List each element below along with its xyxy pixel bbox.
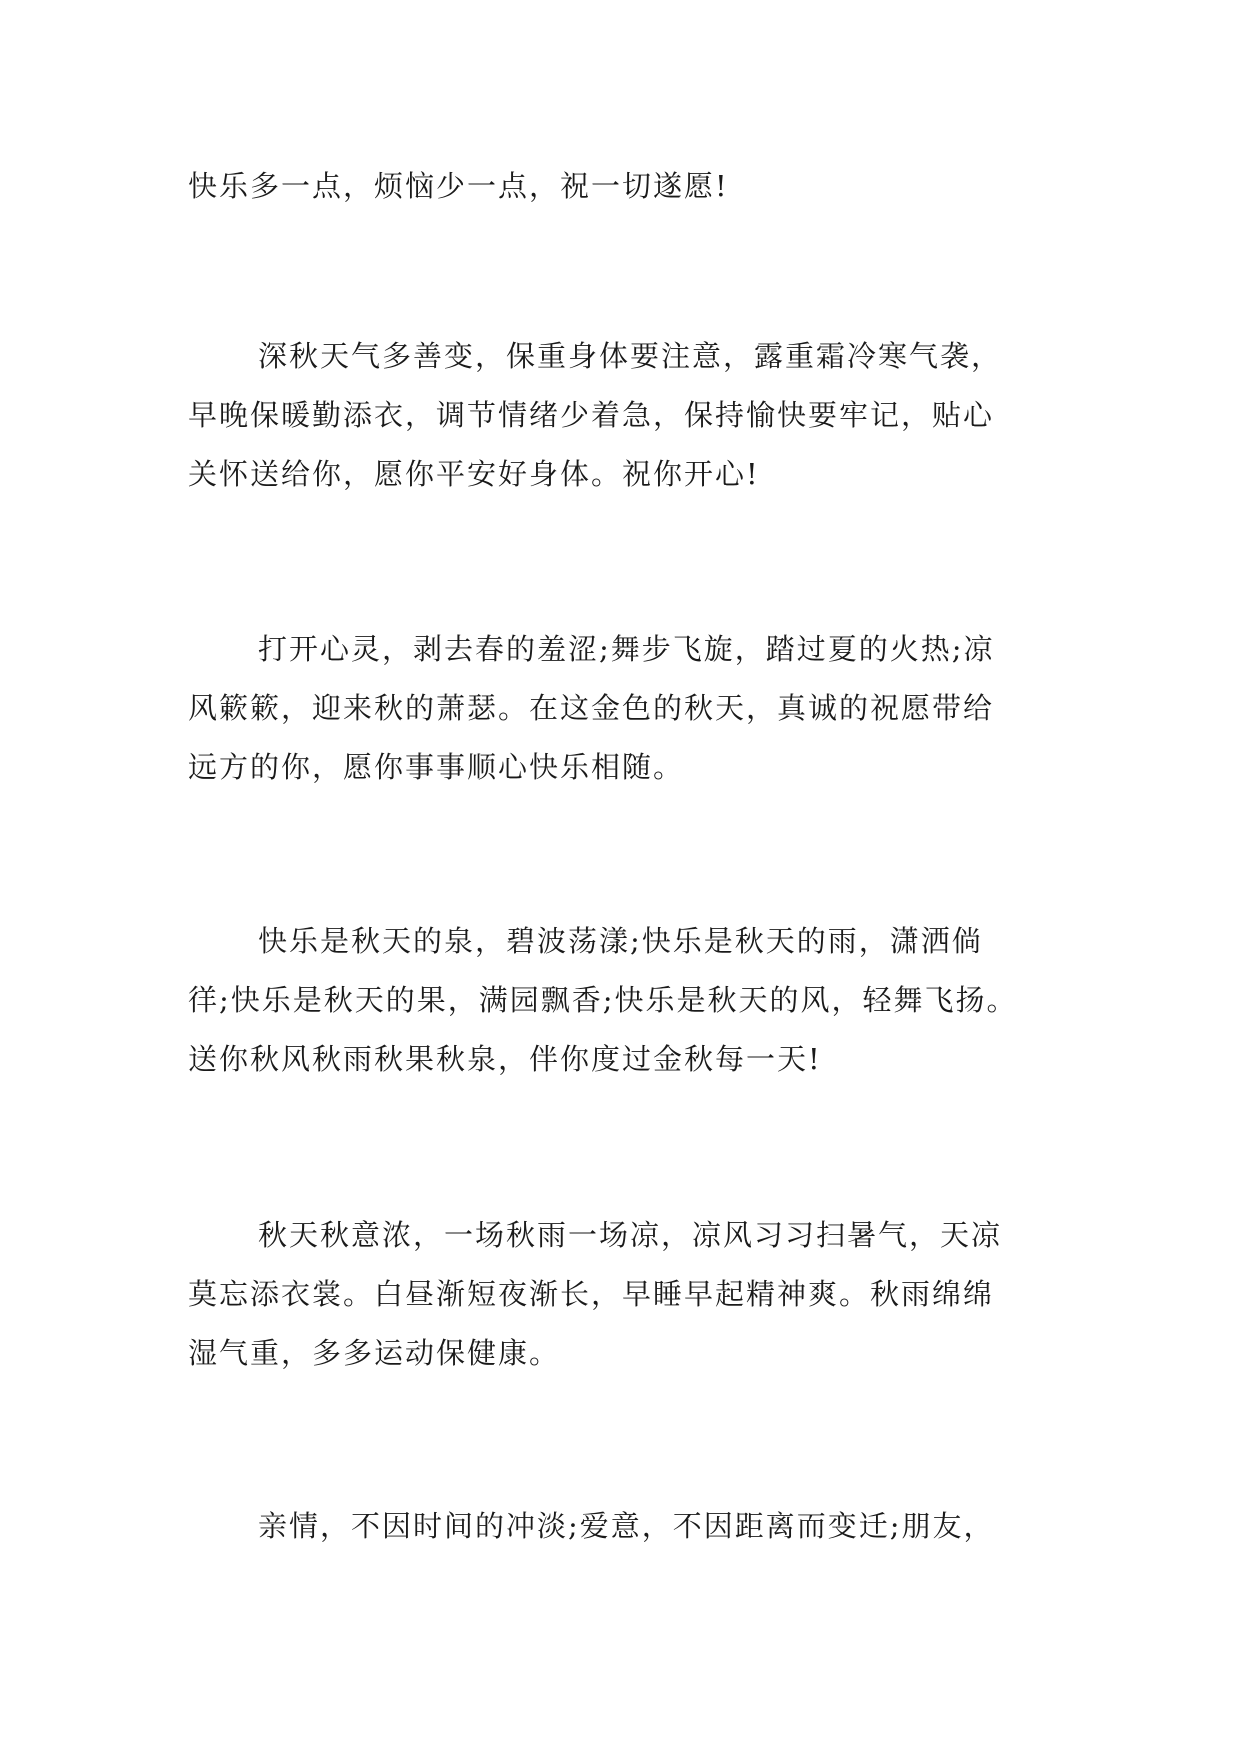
- paragraph-line: 远方的你，愿你事事顺心快乐相随。: [188, 750, 685, 784]
- paragraph-autumn-health: [188, 327, 1056, 504]
- paragraph-line: 早晚保暖勤添衣，调节情绪少着急，保持愉快要牢记，贴心: [188, 398, 995, 432]
- paragraph-line: 关怀送给你，愿你平安好身体。祝你开心!: [188, 457, 760, 491]
- paragraph-autumn-happiness: [188, 912, 1056, 1089]
- paragraph-line: 亲情，不因时间的冲淡;爱意，不因距离而变迁;朋友，: [258, 1509, 995, 1543]
- paragraph-line: 深秋天气多善变，保重身体要注意，露重霜冷寒气袭，: [258, 339, 1003, 373]
- paragraph-line: 快乐多一点，烦恼少一点，祝一切遂愿!: [188, 169, 729, 203]
- paragraph-line: 莫忘添衣裳。白昼渐短夜渐长，早睡早起精神爽。秋雨绵绵: [188, 1277, 995, 1311]
- paragraph-line: 徉;快乐是秋天的果，满园飘香;快乐是秋天的风，轻舞飞扬。: [188, 983, 1018, 1017]
- paragraph-line: 快乐是秋天的泉，碧波荡漾;快乐是秋天的雨，潇洒倘: [258, 924, 983, 958]
- paragraph-line: 风簌簌，迎来秋的萧瑟。在这金色的秋天，真诚的祝愿带给: [188, 691, 995, 725]
- paragraph-line: 秋天秋意浓，一场秋雨一场凉，凉风习习扫暑气，天凉: [258, 1218, 1003, 1252]
- paragraph-autumn-rain: [188, 1206, 1056, 1383]
- paragraph-line: 送你秋风秋雨秋果秋泉，伴你度过金秋每一天!: [188, 1042, 822, 1076]
- paragraph-family-love: [188, 1497, 1056, 1556]
- paragraph-continuation: [188, 157, 1056, 216]
- paragraph-line: 打开心灵，剥去春的羞涩;舞步飞旋，踏过夏的火热;凉: [258, 632, 995, 666]
- paragraph-line: 湿气重，多多运动保健康。: [188, 1336, 561, 1370]
- paragraph-seasons-wish: [188, 620, 1056, 797]
